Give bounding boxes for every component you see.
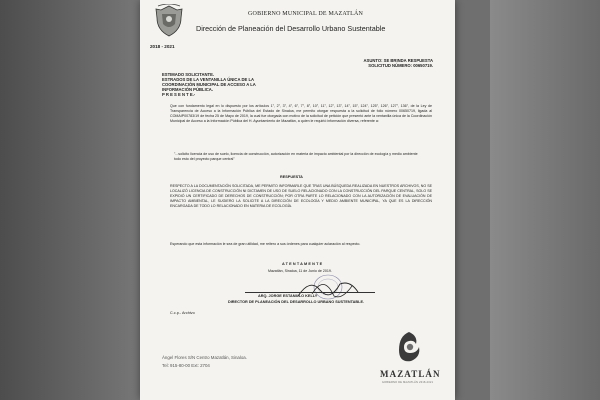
greeting-block xyxy=(162,72,322,97)
response-title: RESPUESTA xyxy=(280,175,303,179)
signature-line xyxy=(245,292,375,293)
closing-paragraph: Esperando que esta información le sea de gran utilidad, me reitero a sus órdenes para cualquier aclaración al respecto. xyxy=(170,242,361,246)
request-quote: "...solicito licencia de uso de suelo, licencia de construcción, autorización en materia de impacto ambiental por la dirección de ecología y medio ambiente todo esto del proyecto parque central" xyxy=(174,152,418,161)
greeting-line: P R E S E N T E.- xyxy=(162,92,196,98)
letter-page xyxy=(140,0,455,400)
government-name: GOBIERNO MUNICIPAL DE MAZATLÁN xyxy=(248,11,364,17)
salutation: ATENTAMENTE xyxy=(282,262,324,266)
mazatlan-logo-icon xyxy=(396,330,422,364)
greeting-line: COORDINACIÓN MUNICIPAL DE ACCESO A LA xyxy=(162,82,256,88)
footer-phone: Tel: 915-80-00 Ext: 2704 xyxy=(162,363,210,368)
signer-name: ARQ. JORGE ESTANILLO KELLY xyxy=(258,294,318,298)
response-text: RESPECTO A LA DOCUMENTACIÓN SOLICITADA, ME PERMITO INFORMARLE QUE TRAS UNA BÚSQUEDA REALIZADA EN NUESTROS ARCHIVOS, NO SE LOCALIZÓ LICENCIA DE CONSTRUCCIÓN NI DICTAMEN DE USO DE SUELO RELACIONADO CON LA CONSTRUCCIÓN DEL PARQUE CENTRAL, SOLO SE EXPIDIÓ UN CERTIFICADO DE DERECHOS DE CONSTRUCCIÓN; POR OTRA PARTE LO RELACIONADO CON LA AUTORIZACIÓN DE EVALUACIÓN DE IMPACTO AMBIENTAL, LE SUGIERO LA SOLICITE A LA DIRECCIÓN DE ECOLOGÍA Y MEDIO AMBIENTE MUNICIPAL, YA QUE ES LA DIRECCIÓN ENCARGADA DE TODO LO RELACIONADO EN MATERIA DE ECOLOGÍA. xyxy=(170,184,432,208)
place-date: Mazatlán, Sinaloa, 11 de Junio de 2019. xyxy=(268,269,332,273)
government-period: 2018 - 2021 xyxy=(150,44,175,49)
footer-address: Ángel Flores S/N Centro Mazatlán, Sinaloa. xyxy=(162,355,247,360)
greeting-line: ESTIMADO SOLICITANTE. xyxy=(162,72,215,77)
body-paragraph: Que con fundamento legal en lo dispuesto por los artículos 1°, 2°, 3°, 4°, 6°, 7°, 8°, 10°, 11°, 12°, 13°, 14°, 15°, 124°, 125°, 126°, 127°, 136°, de la Ley de Transparencia de Acceso a la Información Pública del Estado de Sinaloa, me permito otorgar respuesta a la solicitud de folio número 00650719, ligada al COMAIP00783/19 de fecha 25 de Mayo de 2019, la cual fue otorgada con motivo de la solicitud de petición que presentó ante la ventanilla única de la Coordinación Municipal de Acceso a la Información Pública del H. Ayuntamiento de Mazatlán, a quien le requirió información diversa, referente a: xyxy=(170,104,432,123)
coat-of-arms-icon xyxy=(152,4,186,38)
subject-block xyxy=(364,58,434,68)
signer-title: DIRECTOR DE PLANEACIÓN DEL DESARROLLO URBANO SUSTENTABLE. xyxy=(228,300,365,304)
brand-subtitle: GOBIERNO DE MAZATLÁN 2018-2021 xyxy=(382,381,434,384)
copy-note: C.c.p.- Archivo xyxy=(170,311,195,315)
subject-line: ASUNTO: SE BRINDA RESPUESTA xyxy=(363,58,433,63)
greeting-line: ESTRADOS DE LA VENTANILLA ÚNICA DE LA xyxy=(162,77,255,83)
brand-name: MAZATLÁN xyxy=(380,369,441,379)
request-number: SOLICITUD NÚMERO: 00650719. xyxy=(368,63,433,69)
directorate-name: Dirección de Planeación del Desarrollo Urbano Sustentable xyxy=(196,24,386,33)
background-right xyxy=(490,0,600,400)
background-left xyxy=(0,0,150,400)
greeting-line: INFORMACIÓN PÚBLICA. xyxy=(162,87,213,93)
